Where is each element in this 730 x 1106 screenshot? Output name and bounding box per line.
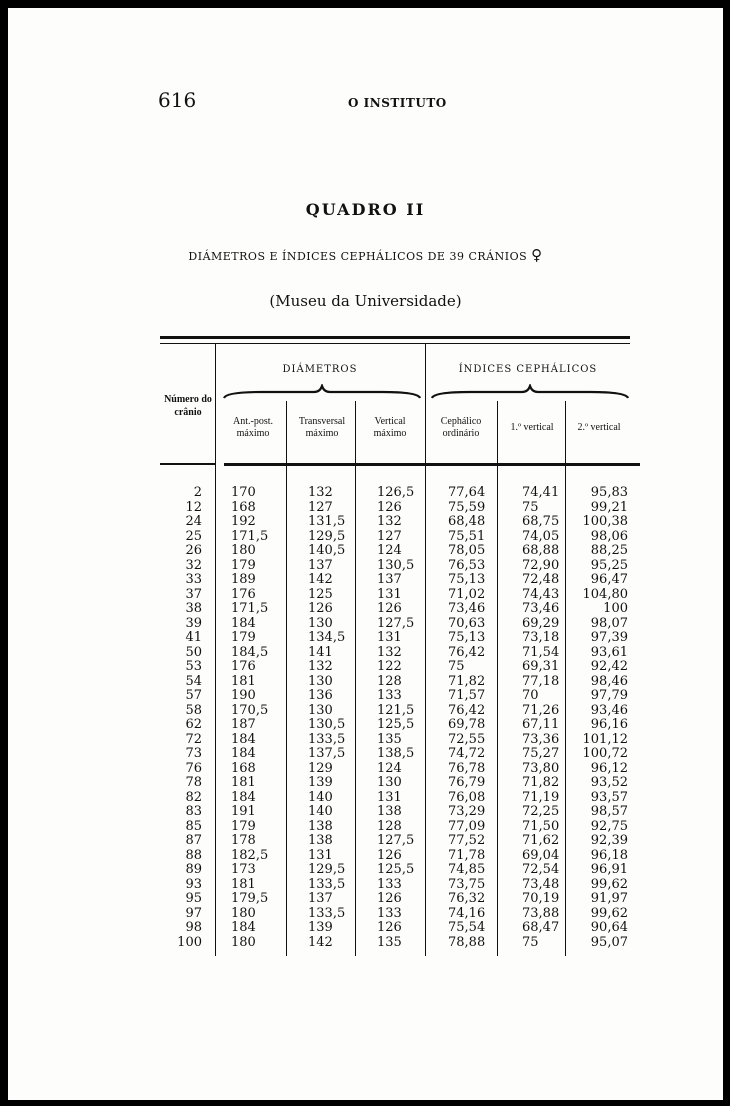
cell-2-vertical: 92,75 [590,818,628,834]
cell-vertical: 125,5 [377,717,415,732]
header-rule-right [224,463,640,466]
table-row [8,501,723,516]
cell-numero: 57 [185,688,202,703]
cell-1-vertical: 75,27 [522,746,560,761]
cell-1-vertical: 74,05 [522,528,560,544]
cell-vertical: 131 [377,586,402,602]
cell-1-vertical: 73,18 [522,630,560,645]
cell-ant-post: 171,5 [231,601,269,616]
cell-numero: 25 [185,528,202,544]
cell-2-vertical: 98,06 [590,528,628,544]
cell-numero: 38 [185,601,202,616]
cell-1-vertical: 72,48 [522,572,560,587]
cell-vertical: 128 [377,673,402,689]
table-row [8,892,723,907]
cell-1-vertical: 69,31 [522,659,560,674]
cell-cephalico: 74,72 [448,746,486,761]
cell-2-vertical: 91,97 [590,891,628,906]
cell-numero: 83 [185,804,202,819]
cell-ant-post: 178 [231,833,256,848]
cell-cephalico: 72,55 [448,731,486,747]
cell-numero: 98 [185,920,202,935]
cell-transversal: 142 [308,934,333,950]
cell-cephalico: 75 [448,659,465,674]
cell-vertical: 131 [377,630,402,645]
cell-vertical: 133 [377,876,402,892]
cell-1-vertical: 73,48 [522,876,560,892]
cell-ant-post: 184 [231,920,256,935]
cell-cephalico: 75,59 [448,499,486,515]
cell-vertical: 133 [377,905,402,921]
column-header-ant-post: Ant.-post. máximo [233,416,273,439]
column-header-2-vertical: 2.º vertical [577,422,621,433]
cell-1-vertical: 72,25 [522,804,560,819]
cell-transversal: 131,5 [308,514,346,529]
table-row [8,602,723,617]
subtitle-text: DIÁMETROS E ÍNDICES CEPHÁLICOS DE 39 CRÁNIOS [188,250,528,263]
cell-2-vertical: 92,42 [590,659,628,674]
cell-2-vertical: 93,57 [590,789,628,805]
cell-1-vertical: 75 [522,499,539,515]
cell-cephalico: 76,08 [448,789,486,805]
cell-ant-post: 184 [231,789,256,805]
cell-2-vertical: 92,39 [590,833,628,848]
cell-transversal: 132 [308,485,333,500]
cell-vertical: 135 [377,934,402,950]
cell-cephalico: 77,64 [448,485,486,500]
cell-2-vertical: 93,52 [590,775,628,790]
cell-cephalico: 76,53 [448,557,486,573]
cell-2-vertical: 93,46 [590,702,628,718]
cell-numero: 41 [185,630,202,645]
cell-numero: 53 [185,659,202,674]
cell-transversal: 126 [308,601,333,616]
cell-transversal: 130,5 [308,717,346,732]
cell-1-vertical: 70 [522,688,539,703]
cell-numero: 87 [185,833,202,848]
cell-cephalico: 76,32 [448,891,486,906]
cell-cephalico: 75,54 [448,920,486,935]
cell-vertical: 126 [377,499,402,515]
cell-cephalico: 69,78 [448,717,486,732]
cell-ant-post: 168 [231,499,256,515]
cell-cephalico: 71,02 [448,586,486,602]
cell-2-vertical: 98,07 [590,615,628,631]
cell-cephalico: 74,85 [448,862,486,877]
top-rule-thick [160,336,630,339]
cell-cephalico: 68,48 [448,514,486,529]
cell-vertical: 130 [377,775,402,790]
cell-1-vertical: 68,75 [522,514,560,529]
cell-transversal: 140,5 [308,543,346,558]
cell-transversal: 139 [308,920,333,935]
cell-vertical: 128 [377,818,402,834]
cell-2-vertical: 99,62 [590,905,628,921]
cell-1-vertical: 71,50 [522,818,560,834]
cell-transversal: 133,5 [308,731,346,747]
table-row [8,646,723,661]
table-row [8,515,723,530]
cell-numero: 54 [185,673,202,689]
cell-numero: 76 [185,760,202,776]
cell-numero: 85 [185,818,202,834]
cell-transversal: 132 [308,659,333,674]
cell-numero: 97 [185,905,202,921]
column-header-cephalico: Cephálico ordinário [440,416,482,439]
cell-cephalico: 76,78 [448,760,486,776]
cell-vertical: 126 [377,891,402,906]
cell-ant-post: 184,5 [231,644,269,660]
cell-transversal: 133,5 [308,876,346,892]
cell-vertical: 126 [377,920,402,935]
cell-vertical: 126 [377,601,402,616]
cell-vertical: 124 [377,543,402,558]
cell-2-vertical: 96,91 [590,862,628,877]
cell-numero: 32 [185,557,202,573]
cell-2-vertical: 96,16 [590,717,628,732]
cell-transversal: 139 [308,775,333,790]
cell-2-vertical: 100 [603,601,628,616]
cell-cephalico: 70,63 [448,615,486,631]
cell-vertical: 135 [377,731,402,747]
cell-numero: 62 [185,717,202,732]
cell-numero: 73 [185,746,202,761]
cell-1-vertical: 74,43 [522,586,560,602]
cell-2-vertical: 98,57 [590,804,628,819]
number-column-header: Número do crânio [164,394,212,418]
cell-2-vertical: 101,12 [582,731,628,747]
cell-transversal: 129,5 [308,862,346,877]
cell-vertical: 132 [377,644,402,660]
cell-1-vertical: 71,82 [522,775,560,790]
cell-1-vertical: 71,19 [522,789,560,805]
cell-2-vertical: 98,46 [590,673,628,689]
cell-1-vertical: 70,19 [522,891,560,906]
cell-vertical: 130,5 [377,557,415,573]
cell-transversal: 130 [308,673,333,689]
cell-2-vertical: 104,80 [582,586,628,602]
cell-2-vertical: 88,25 [590,543,628,558]
cell-1-vertical: 75 [522,934,539,950]
cell-numero: 12 [185,499,202,515]
cell-ant-post: 179,5 [231,891,269,906]
cell-2-vertical: 97,39 [590,630,628,645]
cell-cephalico: 73,46 [448,601,486,616]
table-row [8,573,723,588]
cell-numero: 58 [185,702,202,718]
cell-cephalico: 78,88 [448,934,486,950]
cell-numero: 24 [185,514,202,529]
table-row [8,559,723,574]
cell-2-vertical: 97,79 [590,688,628,703]
cell-ant-post: 190 [231,688,256,703]
table-row [8,530,723,545]
page-number: 616 [158,88,197,112]
cell-vertical: 132 [377,514,402,529]
cell-ant-post: 171,5 [231,528,269,544]
cell-transversal: 130 [308,615,333,631]
cell-ant-post: 181 [231,876,256,892]
cell-ant-post: 179 [231,818,256,834]
brace-diametros [222,384,422,400]
cell-transversal: 137 [308,557,333,573]
brace-indices [430,384,630,400]
table-row [8,733,723,748]
cell-1-vertical: 73,36 [522,731,560,747]
cell-2-vertical: 99,21 [590,499,628,515]
cell-vertical: 127 [377,528,402,544]
cell-2-vertical: 93,61 [590,644,628,660]
cell-ant-post: 184 [231,746,256,761]
cell-cephalico: 77,09 [448,818,486,834]
table-row [8,907,723,922]
cell-1-vertical: 73,88 [522,905,560,921]
cell-vertical: 122 [377,659,402,674]
cell-ant-post: 189 [231,572,256,587]
table-source: (Museu da Universidade) [269,292,462,310]
table-row [8,791,723,806]
cell-numero: 2 [193,485,202,500]
cell-cephalico: 75,13 [448,572,486,587]
cell-transversal: 140 [308,804,333,819]
cell-1-vertical: 69,04 [522,847,560,863]
cell-numero: 89 [185,862,202,877]
cell-vertical: 126 [377,847,402,863]
cell-cephalico: 78,05 [448,543,486,558]
cell-vertical: 121,5 [377,702,415,718]
cell-cephalico: 76,42 [448,702,486,718]
cell-ant-post: 192 [231,514,256,529]
table-title: QUADRO II [305,200,426,219]
table-row [8,936,723,951]
cell-ant-post: 176 [231,659,256,674]
cell-numero: 50 [185,644,202,660]
cell-2-vertical: 96,18 [590,847,628,863]
cell-numero: 26 [185,543,202,558]
cell-transversal: 141 [308,644,333,660]
column-header-1-vertical: 1.º vertical [510,422,554,433]
cell-cephalico: 74,16 [448,905,486,921]
cell-vertical: 138 [377,804,402,819]
cell-1-vertical: 71,26 [522,702,560,718]
cell-transversal: 129,5 [308,528,346,544]
cell-numero: 37 [185,586,202,602]
header-rule-left [160,463,215,465]
cell-1-vertical: 74,41 [522,485,560,500]
cell-2-vertical: 95,83 [590,485,628,500]
cell-transversal: 138 [308,833,333,848]
cell-cephalico: 71,57 [448,688,486,703]
table-row [8,921,723,936]
cell-ant-post: 170,5 [231,702,269,718]
table-row [8,834,723,849]
group-header-indices: ÍNDICES CEPHÁLICOS [458,364,598,375]
table-row [8,486,723,501]
cell-2-vertical: 100,72 [582,746,628,761]
cell-cephalico: 76,42 [448,644,486,660]
cell-transversal: 127 [308,499,333,515]
cell-numero: 100 [177,934,202,950]
cell-ant-post: 180 [231,934,256,950]
cell-ant-post: 176 [231,586,256,602]
table-row [8,805,723,820]
table-row [8,704,723,719]
cell-ant-post: 181 [231,775,256,790]
cell-vertical: 127,5 [377,615,415,631]
cell-transversal: 142 [308,572,333,587]
cell-numero: 72 [185,731,202,747]
cell-transversal: 129 [308,760,333,776]
cell-transversal: 138 [308,818,333,834]
cell-numero: 95 [185,891,202,906]
cell-1-vertical: 68,88 [522,543,560,558]
cell-cephalico: 75,13 [448,630,486,645]
table-row [8,588,723,603]
table-row [8,776,723,791]
cell-transversal: 137 [308,891,333,906]
cell-1-vertical: 69,29 [522,615,560,631]
table-row [8,689,723,704]
cell-transversal: 125 [308,586,333,602]
cell-vertical: 126,5 [377,485,415,500]
cell-transversal: 140 [308,789,333,805]
cell-2-vertical: 96,12 [590,760,628,776]
cell-ant-post: 168 [231,760,256,776]
cell-transversal: 136 [308,688,333,703]
cell-1-vertical: 73,80 [522,760,560,776]
cell-ant-post: 180 [231,543,256,558]
cell-ant-post: 184 [231,615,256,631]
table-row [8,718,723,733]
table-row [8,660,723,675]
cell-2-vertical: 95,25 [590,557,628,573]
cell-cephalico: 76,79 [448,775,486,790]
table-row [8,863,723,878]
cell-2-vertical: 95,07 [590,934,628,950]
cell-cephalico: 73,75 [448,876,486,892]
cell-1-vertical: 73,46 [522,601,560,616]
cell-ant-post: 184 [231,731,256,747]
table-row [8,820,723,835]
female-symbol-icon: ♀ [531,246,543,264]
cell-ant-post: 191 [231,804,256,819]
cell-cephalico: 75,51 [448,528,486,544]
cell-1-vertical: 71,54 [522,644,560,660]
cell-numero: 88 [185,847,202,863]
table-row [8,878,723,893]
cell-1-vertical: 72,54 [522,862,560,877]
cell-numero: 39 [185,615,202,631]
cell-ant-post: 180 [231,905,256,921]
cell-1-vertical: 72,90 [522,557,560,573]
cell-2-vertical: 96,47 [590,572,628,587]
cell-2-vertical: 99,62 [590,876,628,892]
cell-1-vertical: 68,47 [522,920,560,935]
document-page [8,8,723,1100]
cell-cephalico: 73,29 [448,804,486,819]
cell-1-vertical: 67,11 [522,717,560,732]
cell-transversal: 130 [308,702,333,718]
cell-vertical: 131 [377,789,402,805]
cell-ant-post: 182,5 [231,847,269,863]
table-row [8,762,723,777]
top-rule-thin [160,343,630,344]
cell-cephalico: 77,52 [448,833,486,848]
cell-transversal: 134,5 [308,630,346,645]
cell-transversal: 131 [308,847,333,863]
column-header-transversal: Transversal máximo [298,416,346,439]
table-row [8,617,723,632]
cell-vertical: 124 [377,760,402,776]
cell-transversal: 137,5 [308,746,346,761]
cell-vertical: 137 [377,572,402,587]
table-row [8,631,723,646]
cell-1-vertical: 71,62 [522,833,560,848]
cell-2-vertical: 100,38 [582,514,628,529]
cell-ant-post: 173 [231,862,256,877]
cell-cephalico: 71,78 [448,847,486,863]
cell-vertical: 127,5 [377,833,415,848]
table-row [8,747,723,762]
cell-numero: 93 [185,876,202,892]
column-header-vertical: Vertical máximo [373,416,407,439]
cell-2-vertical: 90,64 [590,920,628,935]
cell-ant-post: 170 [231,485,256,500]
cell-cephalico: 71,82 [448,673,486,689]
cell-vertical: 125,5 [377,862,415,877]
table-row [8,675,723,690]
cell-ant-post: 179 [231,630,256,645]
group-header-diametros: DIÁMETROS [282,364,358,375]
table-row [8,849,723,864]
cell-1-vertical: 77,18 [522,673,560,689]
running-title: O INSTITUTO [348,96,447,110]
cell-numero: 82 [185,789,202,805]
cell-transversal: 133,5 [308,905,346,921]
cell-ant-post: 179 [231,557,256,573]
cell-vertical: 138,5 [377,746,415,761]
cell-vertical: 133 [377,688,402,703]
table-subtitle [8,246,723,264]
cell-ant-post: 181 [231,673,256,689]
cell-numero: 33 [185,572,202,587]
cell-numero: 78 [185,775,202,790]
cell-ant-post: 187 [231,717,256,732]
table-row [8,544,723,559]
